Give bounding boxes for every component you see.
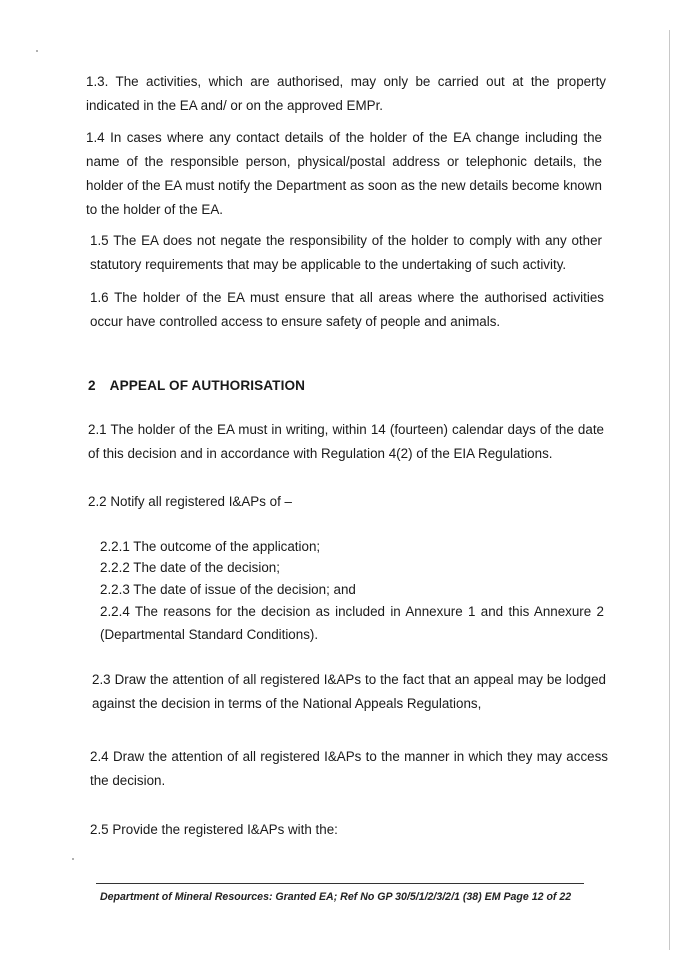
clause-1-5 [90, 229, 602, 277]
clause-number: 2.4 [90, 749, 109, 764]
clause-1-3 [86, 70, 606, 118]
scan-speck [72, 858, 74, 860]
clause-2-5 [90, 818, 590, 842]
clause-number: 2.2 [88, 494, 107, 509]
clause-2-1 [88, 418, 604, 466]
clause-text: The holder of the EA must ensure that all areas where the authorised activities occur have controlled access to ensure safety of people and animals. [90, 290, 604, 329]
subitem-2-2-4 [100, 600, 604, 646]
section-number: 2 [88, 378, 96, 393]
clause-number: 1.6 [90, 290, 109, 305]
clause-2-4 [90, 745, 608, 793]
clause-number: 2.3 [92, 672, 111, 687]
clause-1-4 [86, 126, 602, 222]
subitem-2-2-2 [100, 557, 600, 578]
clause-2-3 [92, 668, 606, 716]
subitem-number: 2.2.2 [100, 560, 130, 575]
clause-text: In cases where any contact details of the holder of the EA change including the name of the responsible person, physical/postal address or telephonic details, the holder of the EA must notify the Department as soon as the new details become known to the holder of the EA. [86, 130, 602, 217]
clause-number: 1.3. [86, 74, 109, 89]
clause-text: The activities, which are authorised, may only be carried out at the property indicated in the EA and/ or on the approved EMPr. [86, 74, 606, 113]
subitem-number: 2.2.3 [100, 582, 130, 597]
page-footer: Department of Mineral Resources: Granted EA; Ref No GP 30/5/1/2/3/2/1 (38) EM Page 12 of 22 [100, 891, 572, 903]
clause-number: 2.1 [88, 422, 107, 437]
subitem-text: The reasons for the decision as included in Annexure 1 and this Annexure 2 (Departmental Standard Conditions). [100, 604, 604, 642]
clause-text: Draw the attention of all registered I&APs to the manner in which they may access the decision. [90, 749, 608, 788]
clause-text: Provide the registered I&APs with the: [112, 822, 338, 837]
section-title: APPEAL OF AUTHORISATION [109, 378, 306, 393]
subitem-text: The date of the decision; [133, 560, 280, 575]
clause-text: Draw the attention of all registered I&APs to the fact that an appeal may be lodged against the decision in terms of the National Appeals Regulations, [92, 672, 606, 711]
clause-text: Notify all registered I&APs of – [110, 494, 292, 509]
subitem-text: The outcome of the application; [133, 539, 321, 554]
subitem-2-2-3 [100, 579, 600, 600]
clause-text: The EA does not negate the responsibility of the holder to comply with any other statutory requirements that may be applicable to the undertaking of such activity. [90, 233, 602, 272]
scan-edge-line [669, 30, 670, 950]
section-heading [88, 378, 305, 393]
scan-speck [36, 50, 38, 52]
clause-text: The holder of the EA must in writing, within 14 (fourteen) calendar days of the date of this decision and in accordance with Regulation 4(2) of the EIA Regulations. [88, 422, 604, 461]
subitem-number: 2.2.4 [100, 604, 130, 619]
clause-number: 2.5 [90, 822, 109, 837]
clause-2-2 [88, 490, 588, 514]
clause-number: 1.5 [90, 233, 109, 248]
clause-number: 1.4 [86, 130, 105, 145]
clause-1-6 [90, 286, 604, 334]
footer-divider [96, 883, 584, 884]
subitem-2-2-1 [100, 536, 600, 557]
subitem-text: The date of issue of the decision; and [133, 582, 356, 597]
subitem-number: 2.2.1 [100, 539, 130, 554]
